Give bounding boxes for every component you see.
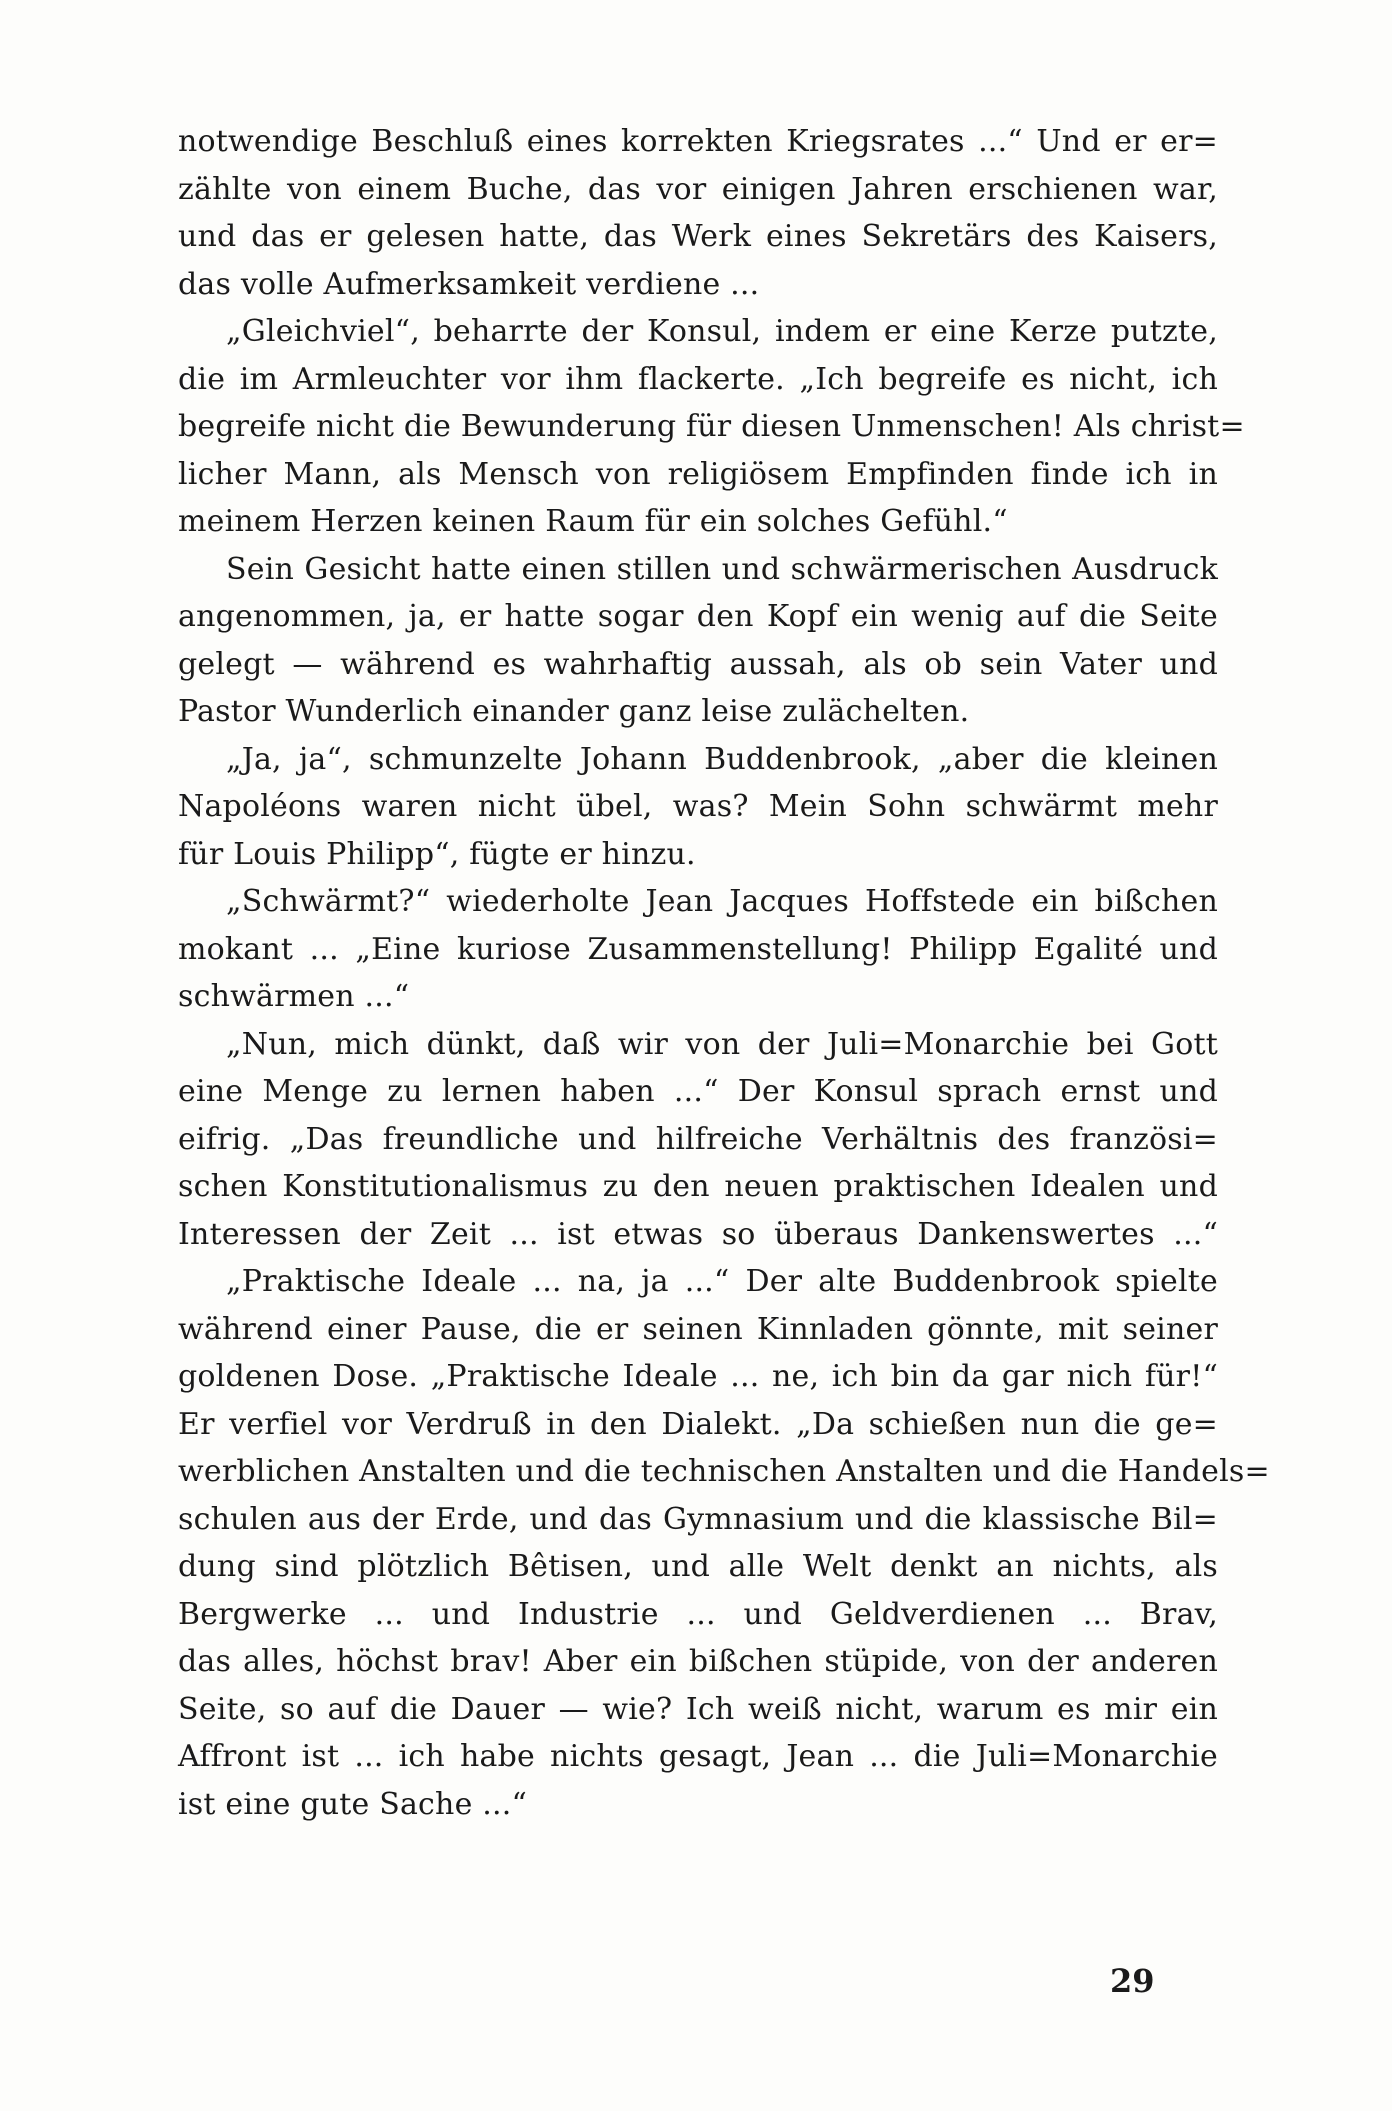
text-line: während einer Pause, die er seinen Kinnladen gönnte, mit seiner bbox=[178, 1311, 1218, 1347]
text-line: „Praktische Ideale ... na, ja ...“ Der alte Buddenbrook spielte bbox=[226, 1264, 1218, 1299]
page-number: 29 bbox=[1110, 1962, 1155, 2000]
text-line: und das er gelesen hatte, das Werk eines Sekretärs des Kaisers, bbox=[178, 219, 1218, 254]
text-line: das volle Aufmerksamkeit verdiene ... bbox=[178, 266, 760, 302]
text-line: „Nun, mich dünkt, daß wir von der Juli=Monarchie bei Gott bbox=[226, 1026, 1218, 1062]
text-line: gelegt — während es wahrhaftig aussah, als ob sein Vater und bbox=[178, 646, 1218, 682]
text-line: Sein Gesicht hatte einen stillen und schwärmerischen Ausdruck bbox=[226, 551, 1218, 587]
text-line: meinem Herzen keinen Raum für ein solches Gefühl.“ bbox=[178, 504, 1008, 539]
text-line: Er verfiel vor Verdruß in den Dialekt. „Da schießen nun die ge= bbox=[178, 1406, 1218, 1442]
text-line: schwärmen ...“ bbox=[178, 979, 410, 1014]
text-line: goldenen Dose. „Praktische Ideale ... ne, ich bin da gar nich für!“ bbox=[178, 1359, 1218, 1394]
text-line: „Ja, ja“, schmunzelte Johann Buddenbrook, „aber die kleinen bbox=[226, 741, 1218, 777]
text-line: zählte von einem Buche, das vor einigen Jahren erschienen war, bbox=[178, 171, 1218, 207]
text-line: Affront ist ... ich habe nichts gesagt, Jean ... die Juli=Monarchie bbox=[178, 1739, 1218, 1774]
text-line: schen Konstitutionalismus zu den neuen praktischen Idealen und bbox=[178, 1169, 1218, 1204]
text-line: Seite, so auf die Dauer — wie? Ich weiß nicht, warum es mir ein bbox=[178, 1691, 1218, 1727]
text-line: notwendige Beschluß eines korrekten Kriegsrates ...“ Und er er= bbox=[178, 124, 1218, 159]
text-line: die im Armleuchter vor ihm flackerte. „Ich begreife es nicht, ich bbox=[178, 361, 1218, 397]
text-line: begreife nicht die Bewunderung für diesen Unmenschen! Als christ= bbox=[178, 409, 1245, 444]
text-line: Napoléons waren nicht übel, was? Mein Sohn schwärmt mehr bbox=[178, 789, 1218, 824]
text-line: angenommen, ja, er hatte sogar den Kopf ein wenig auf die Seite bbox=[178, 599, 1218, 634]
text-line: ist eine gute Sache ...“ bbox=[178, 1786, 528, 1822]
body-text bbox=[178, 118, 1270, 1828]
text-line: für Louis Philipp“, fügte er hinzu. bbox=[178, 836, 696, 872]
text-line: licher Mann, als Mensch von religiösem Empfinden finde ich in bbox=[178, 456, 1218, 492]
text-line: schulen aus der Erde, und das Gymnasium und die klassische Bil= bbox=[178, 1501, 1218, 1537]
text-line: Bergwerke ... und Industrie ... und Geldverdienen ... Brav, bbox=[178, 1596, 1218, 1632]
text-line: „Schwärmt?“ wiederholte Jean Jacques Hoffstede ein bißchen bbox=[226, 884, 1218, 919]
text-line: mokant ... „Eine kuriose Zusammenstellung! Philipp Egalité und bbox=[178, 931, 1218, 967]
text-line: dung sind plötzlich Bêtisen, und alle Welt denkt an nichts, als bbox=[178, 1549, 1218, 1584]
text-line: werblichen Anstalten und die technischen Anstalten und die Handels= bbox=[178, 1454, 1270, 1489]
text-line: „Gleichviel“, beharrte der Konsul, indem er eine Kerze putzte, bbox=[226, 314, 1218, 349]
text-line: eine Menge zu lernen haben ...“ Der Konsul sprach ernst und bbox=[178, 1074, 1218, 1109]
text-line: das alles, höchst brav! Aber ein bißchen stüpide, von der anderen bbox=[178, 1644, 1218, 1679]
text-line: eifrig. „Das freundliche und hilfreiche Verhältnis des französi= bbox=[178, 1121, 1218, 1157]
text-line: Pastor Wunderlich einander ganz leise zulächelten. bbox=[178, 694, 970, 729]
text-line: Interessen der Zeit ... ist etwas so überaus Dankenswertes ...“ bbox=[178, 1216, 1218, 1252]
